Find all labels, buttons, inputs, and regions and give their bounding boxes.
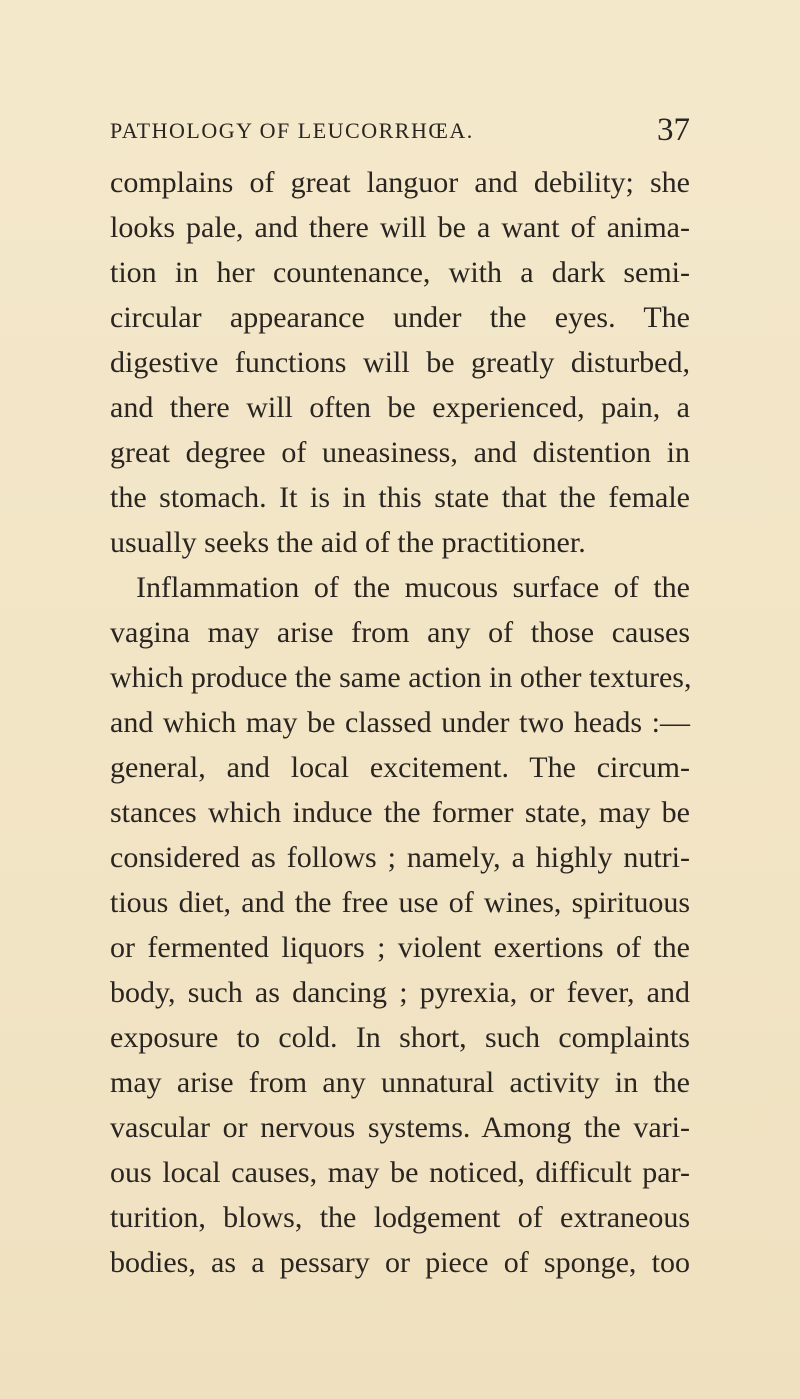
text-line: may arise from any unnatural activity in the <box>110 1066 690 1099</box>
text-line: circular appearance under the eyes. The <box>110 301 690 334</box>
text-line: Inflammation of the mucous surface of the <box>136 571 690 604</box>
text-line: stances which induce the former state, may be <box>110 796 690 829</box>
text-line: considered as follows ; namely, a highly nutri- <box>110 841 690 874</box>
text-line: turition, blows, the lodgement of extraneous <box>110 1201 690 1234</box>
text-line: general, and local excitement. The circum- <box>110 751 690 784</box>
text-line: digestive functions will be greatly disturbed, <box>110 346 690 379</box>
text-line: body, such as dancing ; pyrexia, or fever, and <box>110 976 690 1009</box>
text-line: and which may be classed under two heads :— <box>110 706 690 739</box>
text-line: or fermented liquors ; violent exertions of the <box>110 931 690 964</box>
text-line: the stomach. It is in this state that the female <box>110 481 690 514</box>
text-line: complains of great languor and debility; she <box>110 166 690 199</box>
text-line: and there will often be experienced, pain, a <box>110 391 690 424</box>
text-line: bodies, as a pessary or piece of sponge, too <box>110 1246 690 1279</box>
text-line: tion in her countenance, with a dark semi- <box>110 256 690 289</box>
text-line: exposure to cold. In short, such complaints <box>110 1021 690 1054</box>
text-line: vascular or nervous systems. Among the vari- <box>110 1111 690 1144</box>
text-line: looks pale, and there will be a want of anima- <box>110 211 690 244</box>
body-text <box>110 160 690 1285</box>
text-line: tious diet, and the free use of wines, spirituous <box>110 886 690 919</box>
page-number: 37 <box>657 112 690 148</box>
text-line: great degree of uneasiness, and distention in <box>110 436 690 469</box>
page-header <box>110 112 690 152</box>
running-title: PATHOLOGY OF LEUCORRHŒA. <box>110 118 474 143</box>
text-line: usually seeks the aid of the practitioner. <box>110 526 586 559</box>
text-line: ous local causes, may be noticed, difficult par- <box>110 1156 690 1189</box>
text-line: vagina may arise from any of those causes <box>110 616 690 649</box>
text-line: which produce the same action in other textures, <box>110 661 692 694</box>
